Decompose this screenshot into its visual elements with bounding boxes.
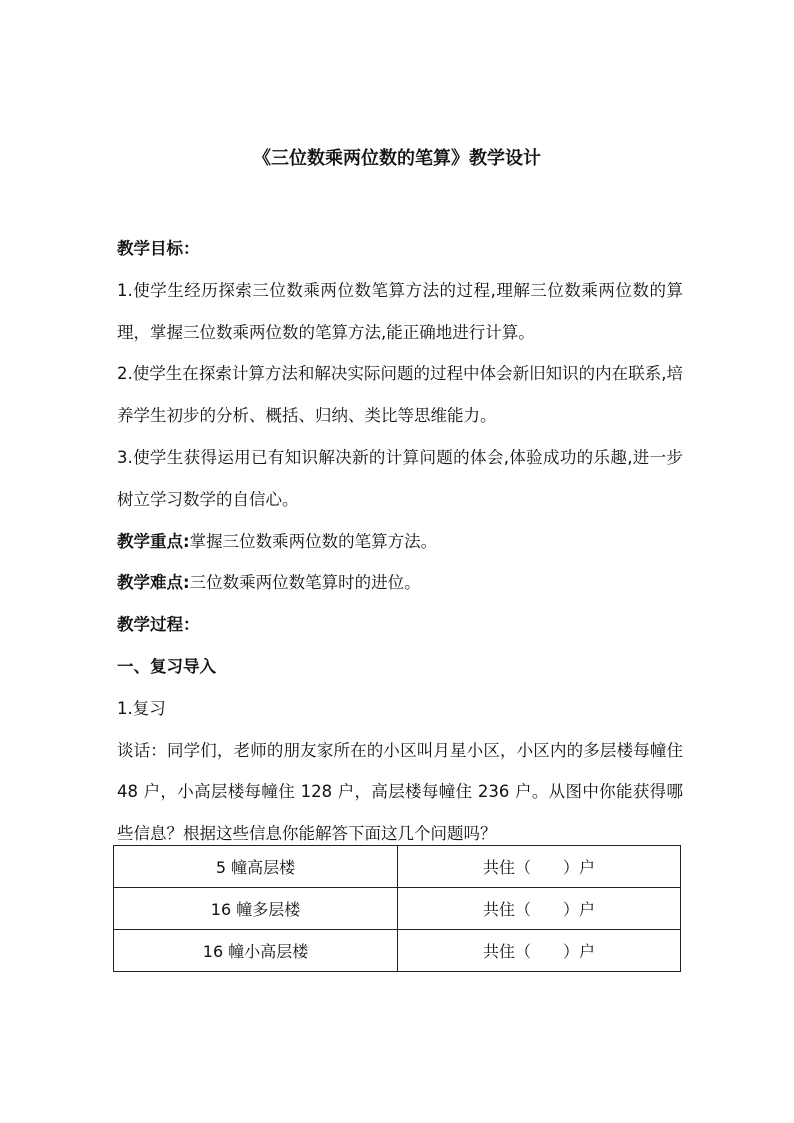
difficulty bbox=[117, 562, 683, 604]
table-cell-answer: 共住（ ）户 bbox=[398, 846, 681, 888]
table-cell-answer: 共住（ ）户 bbox=[398, 930, 681, 972]
key-point-label: 教学重点: bbox=[117, 531, 190, 551]
subsection-review: 1.复习 bbox=[117, 698, 166, 718]
table-cell-item: 16 幢小高层楼 bbox=[114, 930, 398, 972]
goal-2: 2.使学生在探索计算方法和解决实际问题的过程中体会新旧知识的内在联系,培养学生初步的分析、概括、归纳、类比等思维能力。 bbox=[117, 364, 683, 426]
process-heading: 教学过程： bbox=[117, 615, 200, 635]
goal-1: 1.使学生经历探索三位数乘两位数笔算方法的过程,理解三位数乘两位数的算理，掌握三位数乘两位数的笔算方法,能正确地进行计算。 bbox=[117, 280, 683, 342]
goals-heading: 教学目标： bbox=[117, 239, 200, 258]
section-heading-review: 一、复习导入 bbox=[117, 656, 216, 676]
key-point-text: 掌握三位数乘两位数的笔算方法。 bbox=[189, 531, 438, 551]
table-cell-item: 5 幢高层楼 bbox=[114, 846, 398, 888]
difficulty-label: 教学难点: bbox=[117, 573, 190, 593]
dialogue-paragraph: 谈话：同学们，老师的朋友家所在的小区叫月星小区，小区内的多层楼每幢住 48 户，小高层楼每幢住 128 户，高层楼每幢住 236 户。从图中你能获得哪些信息？根据这些信息你能解答下面这几个问题吗？ bbox=[117, 740, 683, 844]
difficulty-text: 三位数乘两位数笔算时的进位。 bbox=[189, 573, 421, 593]
document-body bbox=[117, 228, 683, 855]
goal-3: 3.使学生获得运用已有知识解决新的计算问题的体会,体验成功的乐趣,进一步树立学习数学的自信心。 bbox=[117, 447, 683, 509]
key-point bbox=[117, 521, 683, 563]
table-cell-answer: 共住（ ）户 bbox=[398, 888, 681, 930]
question-table bbox=[113, 845, 681, 972]
document-title: 《三位数乘两位数的笔算》教学设计 bbox=[253, 148, 541, 169]
table-row bbox=[114, 888, 681, 930]
table-cell-item: 16 幢多层楼 bbox=[114, 888, 398, 930]
table-row bbox=[114, 846, 681, 888]
table-row bbox=[114, 930, 681, 972]
